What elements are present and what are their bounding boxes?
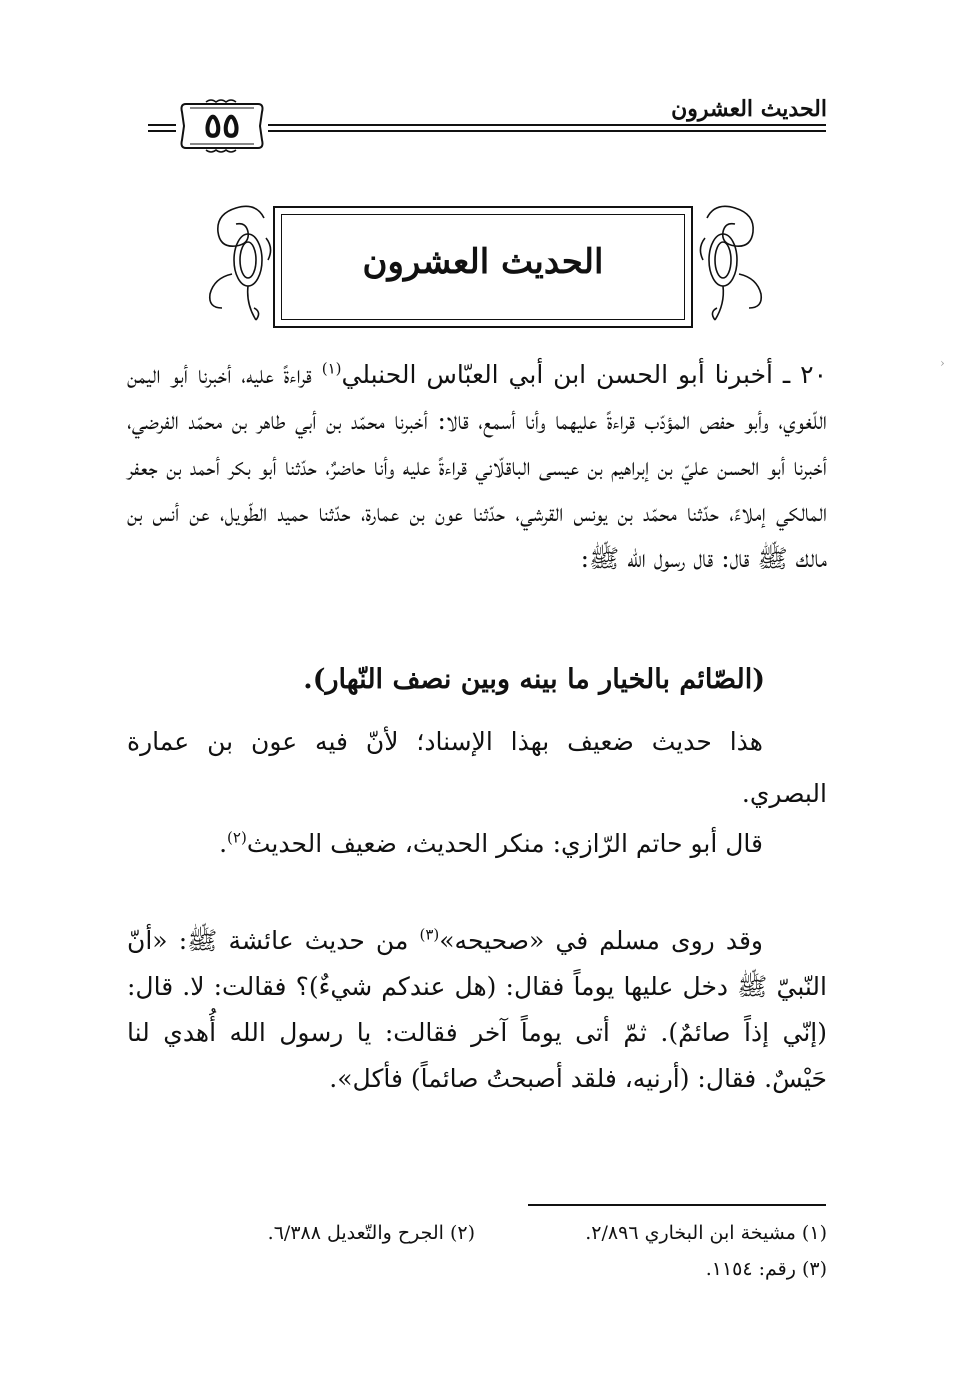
footnote: (٣) رقم: ١١٥٤. [705, 1258, 827, 1280]
floral-ornament-icon [196, 198, 276, 330]
header-rule [148, 124, 176, 126]
commentary-end: . [219, 829, 228, 858]
running-head-title: الحديث العشرون [671, 96, 827, 122]
hadith-text: (الصّائم بالخيار ما بينه وبين نصف النّهار). [303, 664, 765, 695]
footnote-ref: (١) [321, 359, 342, 378]
isnad-paragraph [127, 352, 827, 582]
page-number-badge [176, 98, 268, 154]
footnote-rule [528, 1204, 826, 1206]
header-rule [148, 130, 176, 132]
isnad-text-rest: قراءةً عليه، أخبرنا أبو اليمن اللّغوي، وأبو حفص المؤدّب قراءةً عليهما وأنا أسمع، قالا: أخبرنا محمّد بن أبي طاهر بن محمّد الفرضي، أخبرنا أبو الحسن عليّ بن إبراهيم بن عيسى الباقلّاني قراءةً عليه وأنا حاضرٌ، حدّثنا أبو بكر أحمد بن جعفر المالكي إملاءً، حدّثنا محمّد بن يونس القرشي، حدّثنا عون بن عمارة، حدّثنا حميد الطّويل، عن أنس بن مالك ﷺ قال: قال رسول الله ﷺ: [127, 360, 827, 573]
isnad-text: ٢٠ ـ أخبرنا أبو الحسن ابن أبي العبّاس الحنبلي [341, 360, 827, 389]
margin-mark: ‹ [940, 356, 945, 370]
commentary-paragraph [127, 818, 827, 870]
commentary-text-rest: من حديث عائشة ﷺ: «أنّ النّبيّ ﷺ دخل عليها يوماً فقال: (هل عندكم شيءٌ)؟ فقالت: لا. قال: (إنّي إذاً صائمٌ). ثمّ أتى يوماً آخر فقالت: يا رسول الله أُهدي لنا حَيْسٌ. فقال: (أرنيه، فلقد أصبحتُ صائماً) فأكل». [127, 926, 827, 1093]
footnote: (١) مشيخة ابن البخاري ٢/٨٩٦. [585, 1222, 827, 1244]
footnote-ref: (٣) [419, 925, 440, 944]
footnote-ref: (٢) [227, 828, 247, 847]
chapter-title-frame [273, 206, 693, 328]
floral-ornament-icon [695, 198, 775, 330]
chapter-title: الحديث العشرون [362, 242, 604, 282]
commentary-paragraph [127, 918, 827, 1102]
commentary-text: قال أبو حاتم الرّازي: منكر الحديث، ضعيف الحديث [246, 829, 763, 858]
page-number: ٥٥ [203, 106, 241, 146]
footnote: (٢) الجرح والتّعديل ٦/٣٨٨. [267, 1222, 475, 1244]
header-rule [268, 124, 826, 126]
header-rule [268, 130, 826, 132]
commentary-paragraph: هذا حديث ضعيف بهذا الإسناد؛ لأنّ فيه عون بن عمارة البصري. [127, 727, 827, 808]
commentary-text: وقد روى مسلم في «صحيحه» [439, 926, 763, 955]
